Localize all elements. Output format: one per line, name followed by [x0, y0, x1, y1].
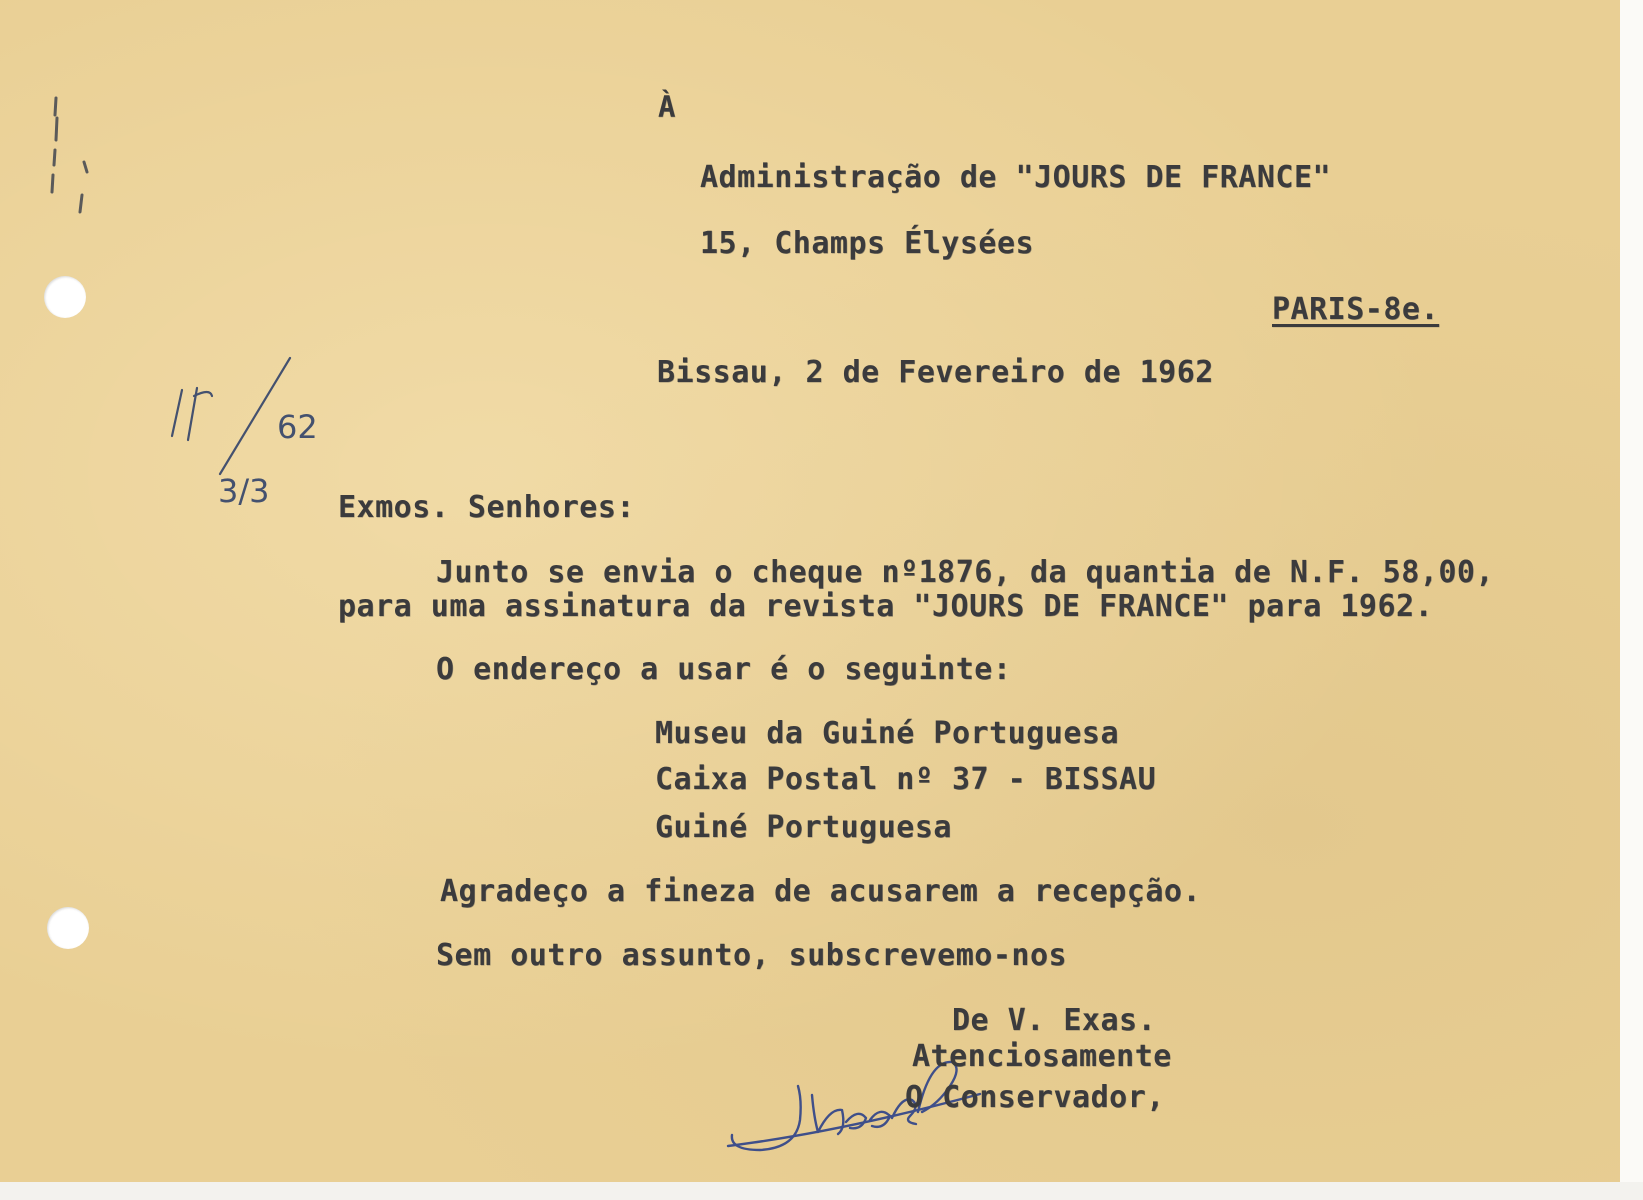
body-paragraph-1-line-2: para uma assinatura da revista "JOURS DE FRANCE" para 1962.	[338, 589, 1434, 624]
signoff-line-2: Atenciosamente	[912, 1039, 1172, 1074]
signoff-line-3: O Conservador,	[905, 1080, 1165, 1115]
ref-number	[170, 382, 173, 383]
page-count: 3/3	[218, 472, 270, 510]
address-line-2: Caixa Postal nº 37 - BISSAU	[655, 762, 1157, 797]
signoff-line-1: De V. Exas.	[952, 1003, 1157, 1038]
recipient-line-2: 15, Champs Élysées	[700, 226, 1035, 261]
page-bottom-edge	[0, 1182, 1643, 1200]
address-line-1: Museu da Guiné Portuguesa	[655, 716, 1120, 751]
closing-line-2: Sem outro assunto, subscrevemo-nos	[436, 938, 1068, 973]
place-date: Bissau, 2 de Fevereiro de 1962	[657, 355, 1214, 390]
staple-marks	[52, 98, 87, 212]
salutation-marker: À	[658, 90, 676, 124]
recipient-city: PARIS-8e.	[1272, 292, 1440, 327]
address-line-3: Guiné Portuguesa	[655, 810, 952, 845]
ref-suffix: 62	[277, 408, 318, 446]
body-paragraph-1-line-1: Junto se envia o cheque nº1876, da quantia de N.F. 58,00,	[436, 555, 1495, 590]
page-right-edge	[1620, 0, 1643, 1200]
handwritten-ref-mark	[172, 358, 290, 474]
greeting: Exmos. Senhores:	[338, 490, 635, 525]
recipient-line-1: Administração de "JOURS DE FRANCE"	[700, 160, 1332, 195]
body-paragraph-2: O endereço a usar é o seguinte:	[436, 652, 1012, 687]
closing-line-1: Agradeço a fineza de acusarem a recepção.	[440, 874, 1202, 909]
